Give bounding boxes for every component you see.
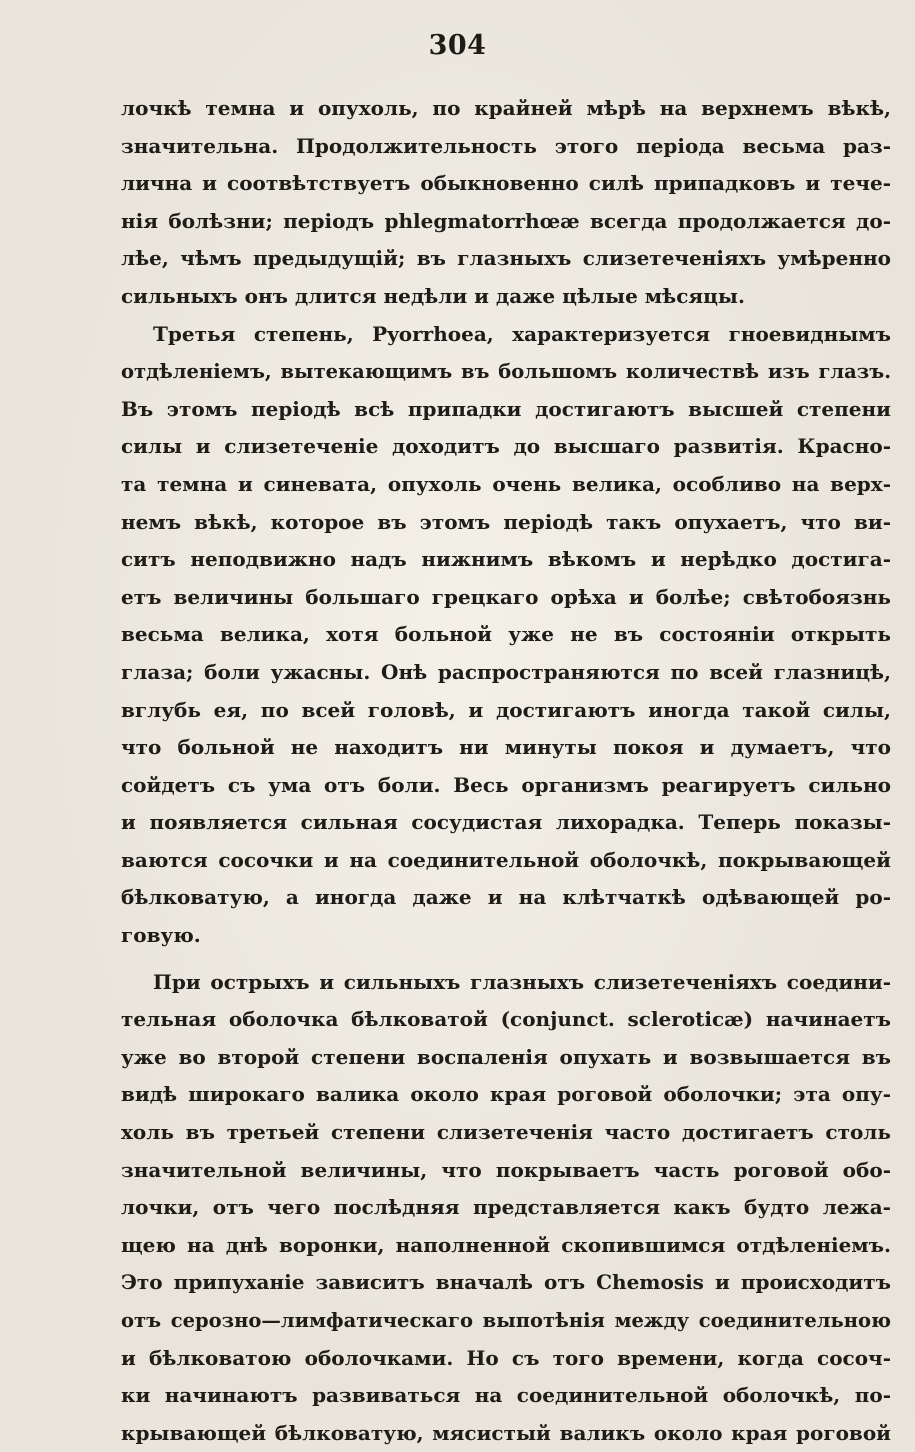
paragraph-gap (121, 955, 891, 964)
text-line: лочкѣ темна и опухоль, по крайней мѣрѣ на верхнемъ вѣкѣ, (121, 96, 891, 120)
text-line: лична и соотвѣтствуетъ обыкновенно силѣ припадковъ и тече- (121, 171, 891, 196)
text-line: значительной величины, что покрываетъ часть роговой обо- (121, 1157, 891, 1182)
text-line: ситъ неподвижно надъ нижнимъ вѣкомъ и нерѣдко достига- (121, 547, 891, 572)
paragraph-3 (121, 964, 891, 1452)
text-line: Въ этомъ періодѣ всѣ припадки достигаютъ высшей степени (121, 396, 891, 421)
text-line: ки начинаютъ развиваться на соединительной оболочкѣ, по- (121, 1383, 891, 1408)
text-line: Это припуханіе зависитъ вначалѣ отъ Chemosis и происходитъ (121, 1270, 891, 1295)
text-line: та темна и синевата, опухоль очень велика, особливо на верх- (121, 471, 891, 496)
text-line: крывающей бѣлковатую, мясистый валикъ около края роговой (121, 1420, 891, 1445)
text-line: глаза; боли ужасны. Онѣ распространяются по всей глазницѣ, (121, 659, 891, 684)
text-line: и бѣлковатою оболочками. Но съ того времени, когда сосоч- (121, 1345, 891, 1370)
text-line: видѣ широкаго валика около края роговой оболочки; эта опу- (121, 1082, 891, 1107)
text-line: сойдетъ съ ума отъ боли. Весь организмъ реагируетъ сильно (121, 772, 891, 797)
text-line: весьма велика, хотя больной уже не въ состояніи открыть (121, 622, 891, 647)
paragraph-2 (121, 316, 891, 955)
text-line: холь въ третьей степени слизетеченія часто достигаетъ столь (121, 1120, 891, 1145)
body-text (121, 90, 891, 1452)
text-line: бѣлковатую, а иногда даже и на клѣтчаткѣ одѣвающей ро- (121, 885, 891, 910)
page-number: 304 (428, 30, 487, 61)
text-line: сильныхъ онъ длится недѣли и даже цѣлые мѣсяцы. (121, 283, 745, 308)
text-line: Третья степень, Pyorrhoea, характеризуется гноевиднымъ (153, 321, 891, 346)
text-line: лочки, отъ чего послѣдняя представляется какъ будто лежа- (121, 1195, 891, 1220)
paragraph-1 (121, 90, 891, 316)
text-line: силы и слизетеченіе доходитъ до высшаго развитія. Красно- (121, 434, 891, 459)
text-line: етъ величины большаго грецкаго орѣха и болѣе; свѣтобоязнь (121, 584, 891, 609)
text-line: что больной не находитъ ни минуты покоя и думаетъ, что (121, 735, 891, 760)
text-line: уже во второй степени воспаленія опухать и возвышается въ (121, 1044, 891, 1069)
text-line: немъ вѣкѣ, которое въ этомъ періодѣ такъ опухаетъ, что ви- (121, 509, 891, 534)
text-line: вглубь ея, по всей головѣ, и достигаютъ иногда такой силы, (121, 697, 891, 722)
text-line: значительна. Продолжительность этого періода весьма раз- (121, 133, 891, 158)
text-line: и появляется сильная сосудистая лихорадка. Теперь показы- (121, 810, 891, 835)
text-line: говую. (121, 923, 201, 948)
text-line: лѣе, чѣмъ предыдущій; въ глазныхъ слизетеченіяхъ умѣренно (121, 246, 891, 271)
text-line: отъ серозно—лимфатическаго выпотѣнія между соединительною (121, 1309, 891, 1332)
text-line: ваются сосочки и на соединительной оболочкѣ, покрывающей (121, 847, 891, 872)
text-line: При острыхъ и сильныхъ глазныхъ слизетеченіяхъ соедини- (153, 969, 891, 994)
text-line: отдѣленіемъ, вытекающимъ въ большомъ количествѣ изъ глазъ. (121, 360, 891, 384)
text-line: нія болѣзни; періодъ phlegmatorrhœæ всегда продолжается до- (121, 208, 891, 233)
text-line: щею на днѣ воронки, наполненной скопившимся отдѣленіемъ. (121, 1232, 891, 1257)
text-line: тельная оболочка бѣлковатой (conjunct. scleroticæ) начинаетъ (121, 1007, 891, 1032)
